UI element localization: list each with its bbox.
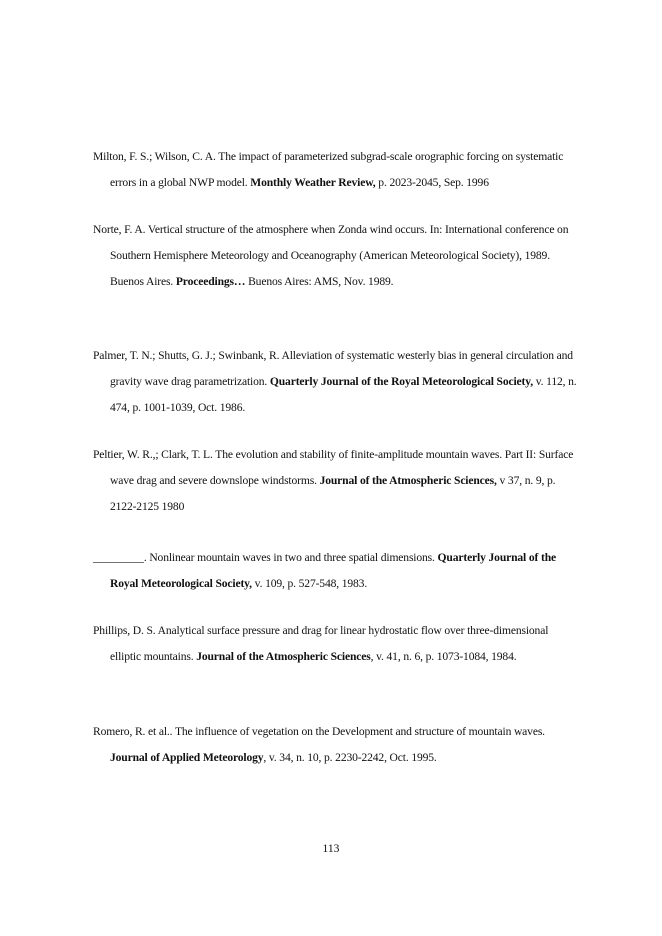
page-number: 113 [322, 842, 340, 855]
reference-entry [93, 442, 580, 520]
reference-details: , v. 41, n. 6, p. 1073-1084, 1984. [370, 649, 517, 663]
reference-entry [93, 217, 580, 295]
reference-title: The influence of vegetation on the Development and structure of mountain waves. [172, 724, 545, 738]
reference-source: Quarterly Journal of the Royal Meteorological Society, [269, 374, 534, 388]
reference-details: v. 112, n. 474, p. 1001-1039, Oct. 1986. [110, 374, 577, 414]
reference-details: , v. 34, n. 10, p. 2230-2242, Oct. 1995. [263, 750, 437, 764]
reference-entry [93, 545, 580, 597]
reference-source: Journal of the Atmospheric Sciences, [319, 473, 497, 487]
reference-details: Buenos Aires: AMS, Nov. 1989. [245, 274, 394, 288]
reference-details: v. 109, p. 527-548, 1983. [251, 576, 368, 590]
reference-entry [93, 343, 580, 421]
reference-entry [93, 144, 580, 196]
reference-source: Proceedings… [175, 274, 246, 288]
reference-title: Vertical structure of the atmosphere when Zonda wind occurs. In: International conference on Southern Hemisphere Meteorology and Oceanography (American Meteorological Society), 1989. Buenos Aires. [110, 222, 569, 288]
reference-details: p. 2023-2045, Sep. 1996 [375, 175, 489, 189]
reference-source: Journal of the Atmospheric Sciences [196, 649, 371, 663]
reference-title: The evolution and stability of finite-amplitude mountain waves. Part II: Surface wave drag and severe downslope windstorms. [110, 447, 574, 487]
reference-authors: Phillips, D. S. [93, 623, 156, 637]
reference-authors: Romero, R. et al.. [93, 724, 173, 738]
reference-title: Nonlinear mountain waves in two and three spatial dimensions. [146, 550, 438, 564]
reference-authors: _________. [93, 550, 147, 564]
reference-title: Alleviation of systematic westerly bias in general circulation and gravity wave drag parametrization. [110, 348, 573, 388]
reference-title: The impact of parameterized subgrad-scale orographic forcing on systematic errors in a global NWP model. [110, 149, 564, 189]
reference-source: Monthly Weather Review, [250, 175, 376, 189]
reference-title: Analytical surface pressure and drag for linear hydrostatic flow over three-dimensional elliptic mountains. [110, 623, 549, 663]
reference-authors: Norte, F. A. [93, 222, 146, 236]
reference-authors: Peltier, W. R.,; Clark, T. L. [93, 447, 213, 461]
reference-source: Quarterly Journal of the Royal Meteorological Society, [110, 550, 556, 590]
reference-source: Journal of Applied Meteorology [110, 750, 264, 764]
reference-details: v 37, n. 9, p. 2122-2125 1980 [110, 473, 556, 513]
reference-authors: Palmer, T. N.; Shutts, G. J.; Swinbank, R. [93, 348, 280, 362]
reference-entry [93, 719, 580, 771]
reference-entry [93, 618, 580, 670]
reference-authors: Milton, F. S.; Wilson, C. A. [93, 149, 216, 163]
